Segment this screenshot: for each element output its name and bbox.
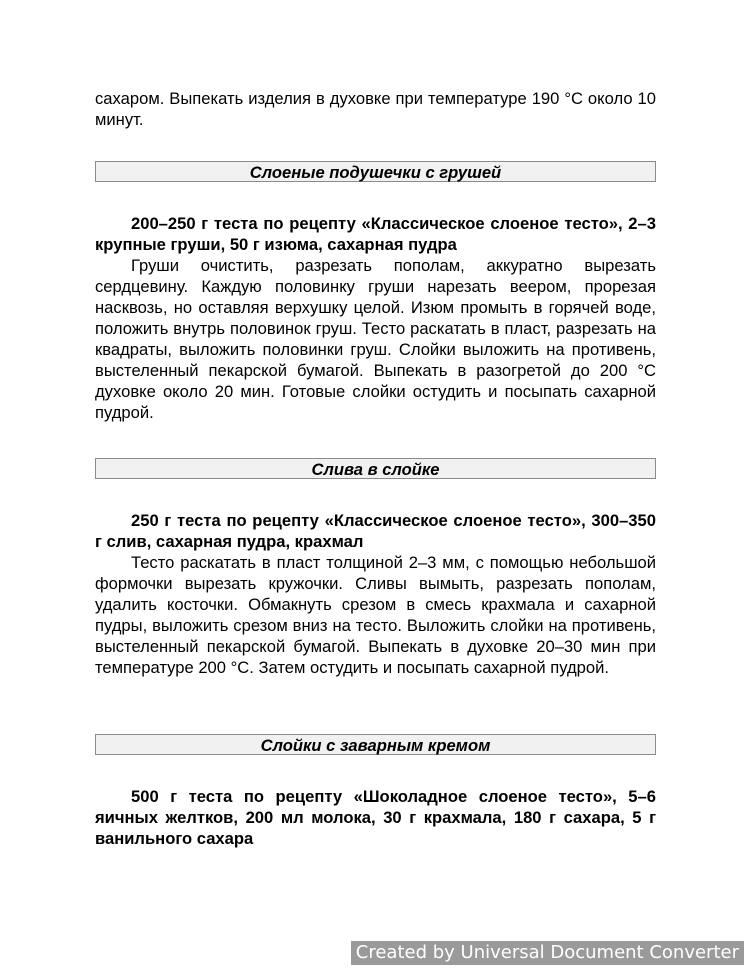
- recipe-instructions: Тесто раскатать в пласт толщиной 2–3 мм, с помощью небольшой формочки вырезать кружочки. Сливы вымыть, разрезать пополам, удалить косточки. Обмакнуть срезом в смесь крахмала и сахарной пудры, выложить срезом вниз на тесто. Выложить слойки на противень, выстеленный пекарской бумагой. Выпекать в духовке 20–30 мин при температуре 200 °С. Затем остудить и посыпать сахарной пудрой.: [95, 553, 656, 677]
- recipe-ingredients: 500 г теста по рецепту «Шоколадное слоеное тесто», 5–6 яичных желтков, 200 мл молока, 30 г крахмала, 180 г сахара, 5 г ванильного сахара: [95, 787, 656, 848]
- recipe-ingredients: 200–250 г теста по рецепту «Классическое слоеное тесто», 2–3 крупные груши, 50 г изюма, сахарная пудра: [95, 214, 656, 254]
- recipe-title: Слива в слойке: [95, 458, 656, 479]
- recipe-instructions: Груши очистить, разрезать пополам, аккуратно вырезать сердцевину. Каждую половинку груши нарезать веером, прорезая насквозь, но оставляя верхушку целой. Изюм промыть в горячей воде, положить внутрь половинок груш. Тесто раскатать в пласт, разрезать на квадраты, выложить половинки груш. Слойки выложить на противень, выстеленный пекарской бумагой. Выпекать в разогретой до 200 °С духовке около 20 мин. Готовые слойки остудить и посыпать сахарной пудрой.: [95, 256, 656, 422]
- recipe-custard-puffs: [95, 734, 656, 849]
- recipe-plum-puff: [95, 458, 656, 678]
- intro-paragraph: сахаром. Выпекать изделия в духовке при температуре 190 °С около 10 минут.: [95, 89, 656, 129]
- watermark: Created by Universal Document Converter: [351, 941, 744, 965]
- recipe-title: Слоеные подушечки с грушей: [95, 161, 656, 182]
- recipe-pear-pillows: [95, 161, 656, 423]
- recipe-ingredients: 250 г теста по рецепту «Классическое слоеное тесто», 300–350 г слив, сахарная пудра, крахмал: [95, 511, 656, 551]
- document-page: [95, 88, 656, 848]
- recipe-title: Слойки с заварным кремом: [95, 734, 656, 755]
